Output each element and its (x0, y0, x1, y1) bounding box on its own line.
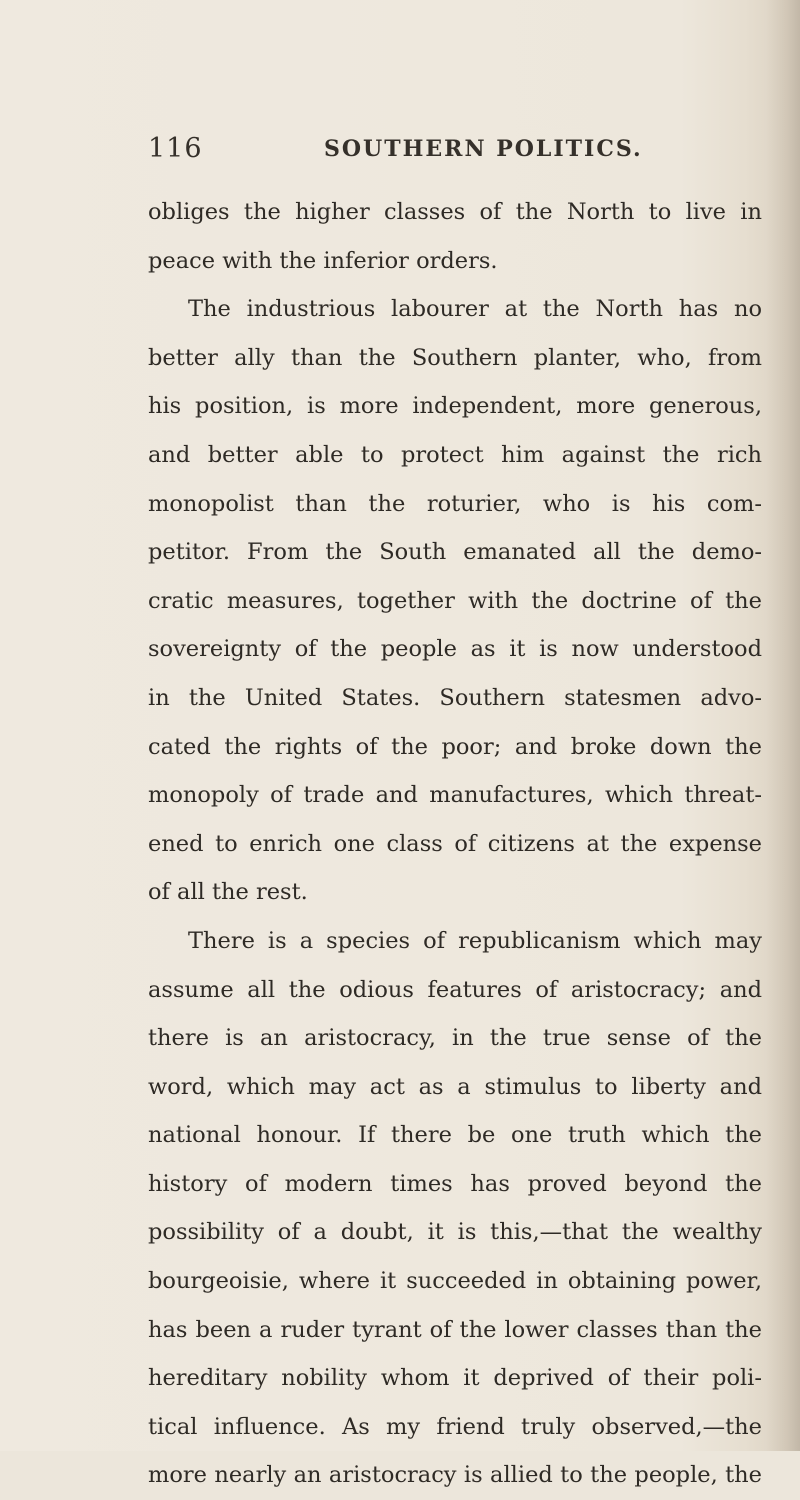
text-line: possibility of a doubt, it is this,—that the wealthy (148, 1219, 762, 1246)
text-line: obliges the higher classes of the North to live in (148, 199, 762, 225)
text-line: in the United States. Southern statesmen advo- (148, 684, 762, 711)
text-line: and better able to protect him against the rich (148, 441, 762, 468)
text-line: his position, is more independent, more generous, (148, 393, 762, 420)
text-line: hereditary nobility whom it deprived of their poli- (148, 1365, 762, 1392)
page-edge-shadow (766, 0, 800, 1451)
body-text (148, 188, 762, 1500)
text-line: tical influence. As my friend truly observed,—the (148, 1413, 762, 1440)
text-line: The industrious labourer at the North has no (188, 296, 762, 323)
text-line: has been a ruder tyrant of the lower classes than the (148, 1316, 762, 1343)
page-header (148, 133, 768, 173)
page-number: 116 (148, 133, 203, 164)
text-line: of all the rest. (148, 879, 308, 906)
text-line: sovereignty of the people as it is now understood (148, 636, 762, 663)
running-title: SOUTHERN POLITICS. (324, 136, 643, 162)
text-line: national honour. If there be one truth which the (148, 1122, 762, 1149)
text-line: monopolist than the roturier, who is his com- (148, 490, 762, 517)
text-line: assume all the odious features of aristocracy; and (148, 976, 762, 1003)
text-line: better ally than the Southern planter, who, from (148, 344, 762, 371)
text-line: monopoly of trade and manufactures, which threat- (148, 782, 762, 809)
text-line: cated the rights of the poor; and broke down the (148, 733, 762, 760)
text-line: cratic measures, together with the doctrine of the (148, 587, 762, 614)
text-line: petitor. From the South emanated all the demo- (148, 539, 762, 566)
text-line: word, which may act as a stimulus to liberty and (148, 1073, 762, 1100)
text-line: peace with the inferior orders. (148, 247, 498, 274)
text-line: ened to enrich one class of citizens at the expense (148, 830, 762, 857)
text-line: There is a species of republicanism which may (188, 927, 762, 954)
text-line: bourgeoisie, where it succeeded in obtaining power, (148, 1268, 762, 1295)
text-line: there is an aristocracy, in the true sense of the (148, 1025, 762, 1052)
text-line: history of modern times has proved beyond the (148, 1170, 762, 1197)
text-line: more nearly an aristocracy is allied to the people, the (148, 1462, 762, 1489)
